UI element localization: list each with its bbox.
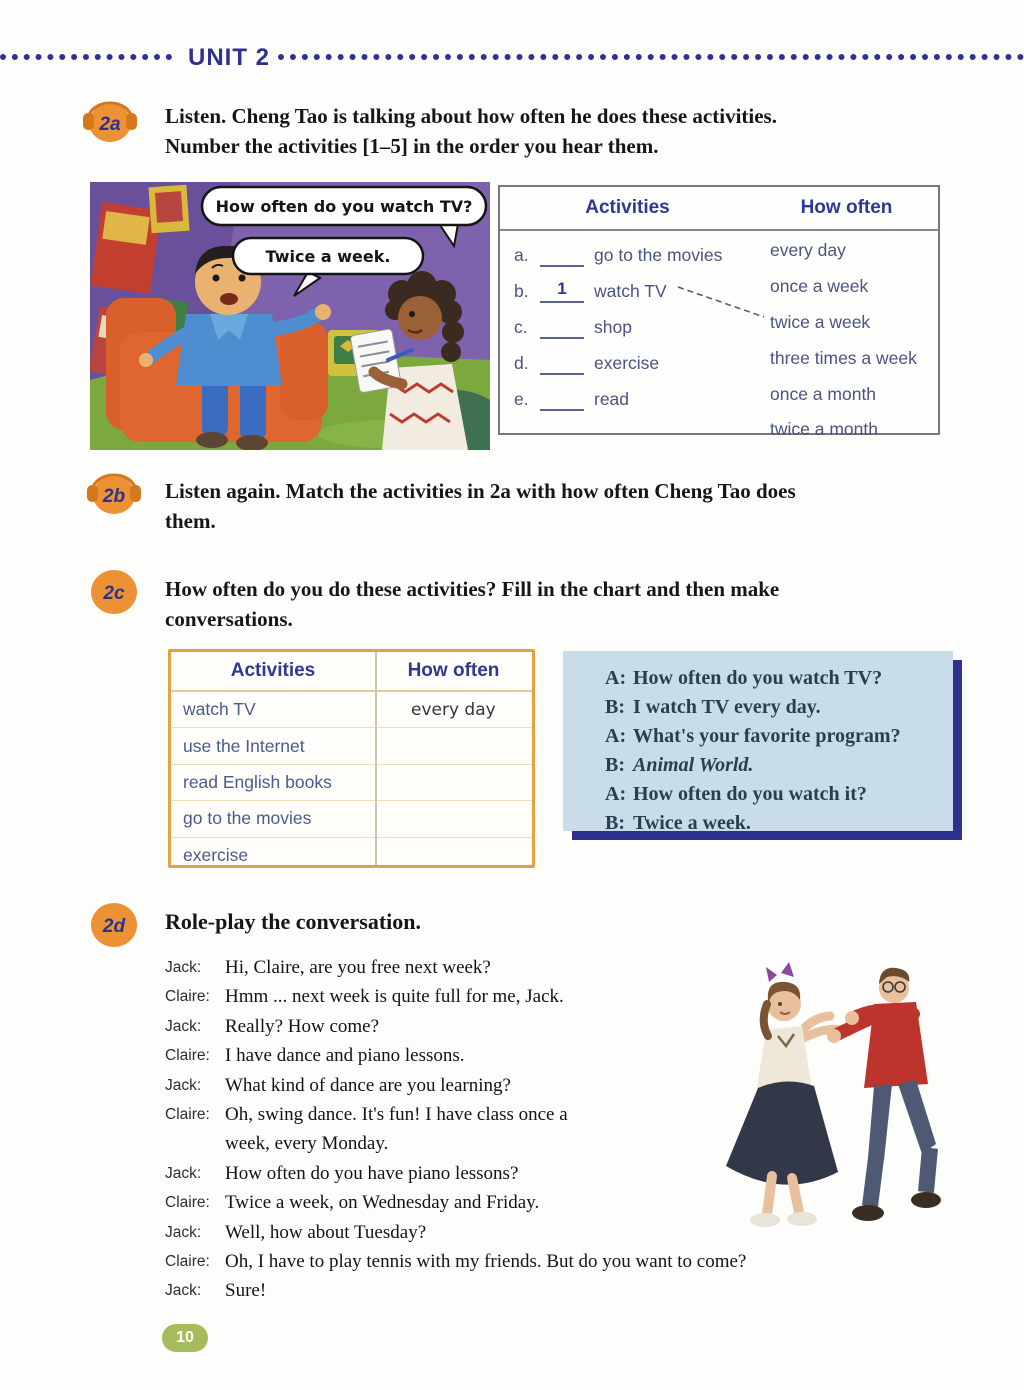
speaker-a: A: (605, 783, 627, 805)
badge-2a-label: 2a (99, 114, 121, 135)
sample-text: How often do you watch TV? (633, 667, 883, 689)
section-badge-icon (88, 901, 140, 949)
answer-blank-a (540, 243, 584, 267)
dialogue-text: Twice a week, on Wednesday and Friday. (225, 1192, 540, 1214)
match-frequency-list (770, 233, 917, 448)
chart-row (171, 765, 532, 801)
sample-line (605, 664, 937, 693)
activity-label: go to the movies (594, 244, 723, 265)
girl-dancer (726, 962, 848, 1227)
speaker-b: B: (605, 696, 625, 718)
speaker-label: Jack: (165, 959, 202, 976)
activity-label: shop (594, 316, 632, 337)
activity-label: exercise (594, 352, 660, 373)
hair-bow (766, 962, 794, 982)
frequency-item: three times a week (770, 347, 917, 368)
chart-freq-entry: every day (411, 699, 496, 720)
sample-text: How often do you watch it? (633, 783, 867, 805)
speaker-label: Claire: (165, 1253, 210, 1271)
match-col-how-often: How often (800, 197, 893, 218)
sample-text: I watch TV every day. (633, 696, 821, 718)
row-letter: d. (514, 352, 529, 373)
match-row-a (514, 237, 722, 273)
badge-2c-label: 2c (103, 583, 125, 604)
cartoon-interview-scene (90, 182, 490, 450)
chart-activity: exercise (183, 844, 249, 865)
speaker-label: Claire: (165, 1106, 210, 1124)
answer-blank-e (540, 387, 584, 411)
sample-line (605, 693, 937, 722)
dialogue-text: week, every Monday. (225, 1133, 389, 1155)
speaker-label: Jack: (165, 1282, 202, 1300)
boy-dancer (827, 968, 941, 1221)
match-row-d (514, 345, 722, 381)
chart-row (171, 801, 532, 837)
sample-line (605, 809, 937, 838)
instruction-2c (165, 574, 965, 634)
instruction-2a-line2: Number the activities [1–5] in the order you hear them. (165, 134, 659, 158)
activity-label: read (594, 388, 630, 409)
chart-header (171, 652, 532, 692)
speaker-label: Jack: (165, 1223, 202, 1241)
dialogue-text: How often do you have piano lessons? (225, 1162, 519, 1184)
page-number-badge (162, 1324, 208, 1352)
sample-line (605, 780, 937, 809)
sample-line (605, 722, 937, 751)
swing-dancers-photo (688, 948, 988, 1243)
chart-col-activities: Activities (230, 660, 316, 681)
instruction-2b (165, 476, 965, 536)
chart-column-divider (375, 652, 377, 865)
chart-row (171, 838, 532, 873)
speaker-b: B: (605, 754, 625, 776)
row-letter: e. (514, 388, 529, 409)
frequency-item: every day (770, 240, 846, 261)
chart-activity: go to the movies (183, 808, 312, 829)
speaker-label: Jack: (165, 1017, 202, 1035)
header-dotted-rule-left (0, 54, 172, 60)
dialogue-text: Hi, Claire, are you free next week? (225, 957, 491, 978)
bubble-answer-text: Twice a week. (265, 247, 391, 266)
dialogue-text: Sure! (225, 1280, 267, 1302)
speaker-label: Jack: (165, 1076, 202, 1094)
row-letter: b. (514, 280, 529, 301)
answer-blank-b: 1 (540, 279, 584, 303)
instruction-2a-line1: Listen. Cheng Tao is talking about how often he does these activities. (165, 104, 777, 128)
match-row-b (514, 273, 722, 309)
speaker-a: A: (605, 667, 627, 689)
speaker-label: Claire: (165, 988, 210, 1006)
instruction-2c-line1: How often do you do these activities? Fill in the chart and then make (165, 577, 780, 601)
dialogue-text: Hmm ... next week is quite full for me, Jack. (225, 986, 564, 1008)
headphones-icon (84, 466, 144, 520)
dialogue-text: Oh, I have to play tennis with my friends. But do you want to come? (225, 1251, 747, 1273)
sample-text: Twice a week. (633, 812, 751, 834)
dialogue-line (165, 1247, 917, 1276)
sample-line (605, 751, 937, 780)
frequency-item: once a week (770, 276, 869, 297)
activity-label: watch TV (594, 280, 667, 301)
dialogue-text: I have dance and piano lessons. (225, 1045, 465, 1067)
dialogue-text: Really? How come? (225, 1015, 380, 1037)
match-activities-list (514, 237, 722, 417)
chart-col-how-often: How often (407, 660, 500, 681)
bubble-question-text: How often do you watch TV? (215, 197, 473, 216)
instruction-2b-line1: Listen again. Match the activities in 2a with how often Cheng Tao does (165, 479, 796, 503)
answer-blank-d (540, 351, 584, 375)
row-letter: c. (514, 316, 528, 337)
speaker-label: Claire: (165, 1194, 210, 1212)
page-number: 10 (176, 1329, 194, 1346)
badge-2b-label: 2b (102, 486, 126, 507)
sample-text-program-title: Animal World. (633, 754, 754, 776)
chart-activity: watch TV (183, 699, 256, 720)
frequency-item: once a month (770, 383, 877, 404)
activities-match-table (498, 185, 940, 440)
frequency-item: twice a week (770, 311, 871, 332)
instruction-2c-line2: conversations. (165, 607, 293, 631)
dialogue-line (165, 1276, 917, 1305)
chart-row (171, 728, 532, 764)
speaker-label: Claire: (165, 1047, 210, 1065)
speaker-b: B: (605, 812, 625, 834)
dialogue-text: Oh, swing dance. It's fun! I have class once a (225, 1104, 568, 1126)
match-row-c (514, 309, 722, 345)
sample-text: What's your favorite program? (633, 725, 901, 747)
badge-2d-label: 2d (102, 916, 126, 937)
header-dotted-rule-right (278, 54, 1024, 60)
section-badge-icon (88, 568, 140, 616)
headphones-icon (80, 94, 140, 148)
instruction-2b-line2: them. (165, 509, 216, 533)
row-letter: a. (514, 244, 529, 265)
fill-in-chart (168, 649, 535, 868)
chart-row (171, 692, 532, 728)
speaker-label: Jack: (165, 1164, 202, 1182)
match-row-e (514, 381, 722, 417)
unit-title: UNIT 2 (188, 44, 271, 71)
instruction-2d: Role-play the conversation. (165, 909, 422, 934)
sample-conversation-box (563, 651, 953, 834)
speaker-label-empty (165, 1129, 225, 1158)
match-col-activities: Activities (585, 197, 670, 218)
match-table-header (500, 187, 938, 231)
dialogue-text: Well, how about Tuesday? (225, 1221, 427, 1243)
chart-activity: use the Internet (183, 735, 305, 756)
answer-blank-c (540, 315, 584, 339)
instruction-2a (165, 101, 955, 161)
chart-activity: read English books (183, 771, 332, 792)
speaker-a: A: (605, 725, 627, 747)
frequency-item: twice a month (770, 419, 878, 440)
dialogue-text: What kind of dance are you learning? (225, 1074, 511, 1096)
